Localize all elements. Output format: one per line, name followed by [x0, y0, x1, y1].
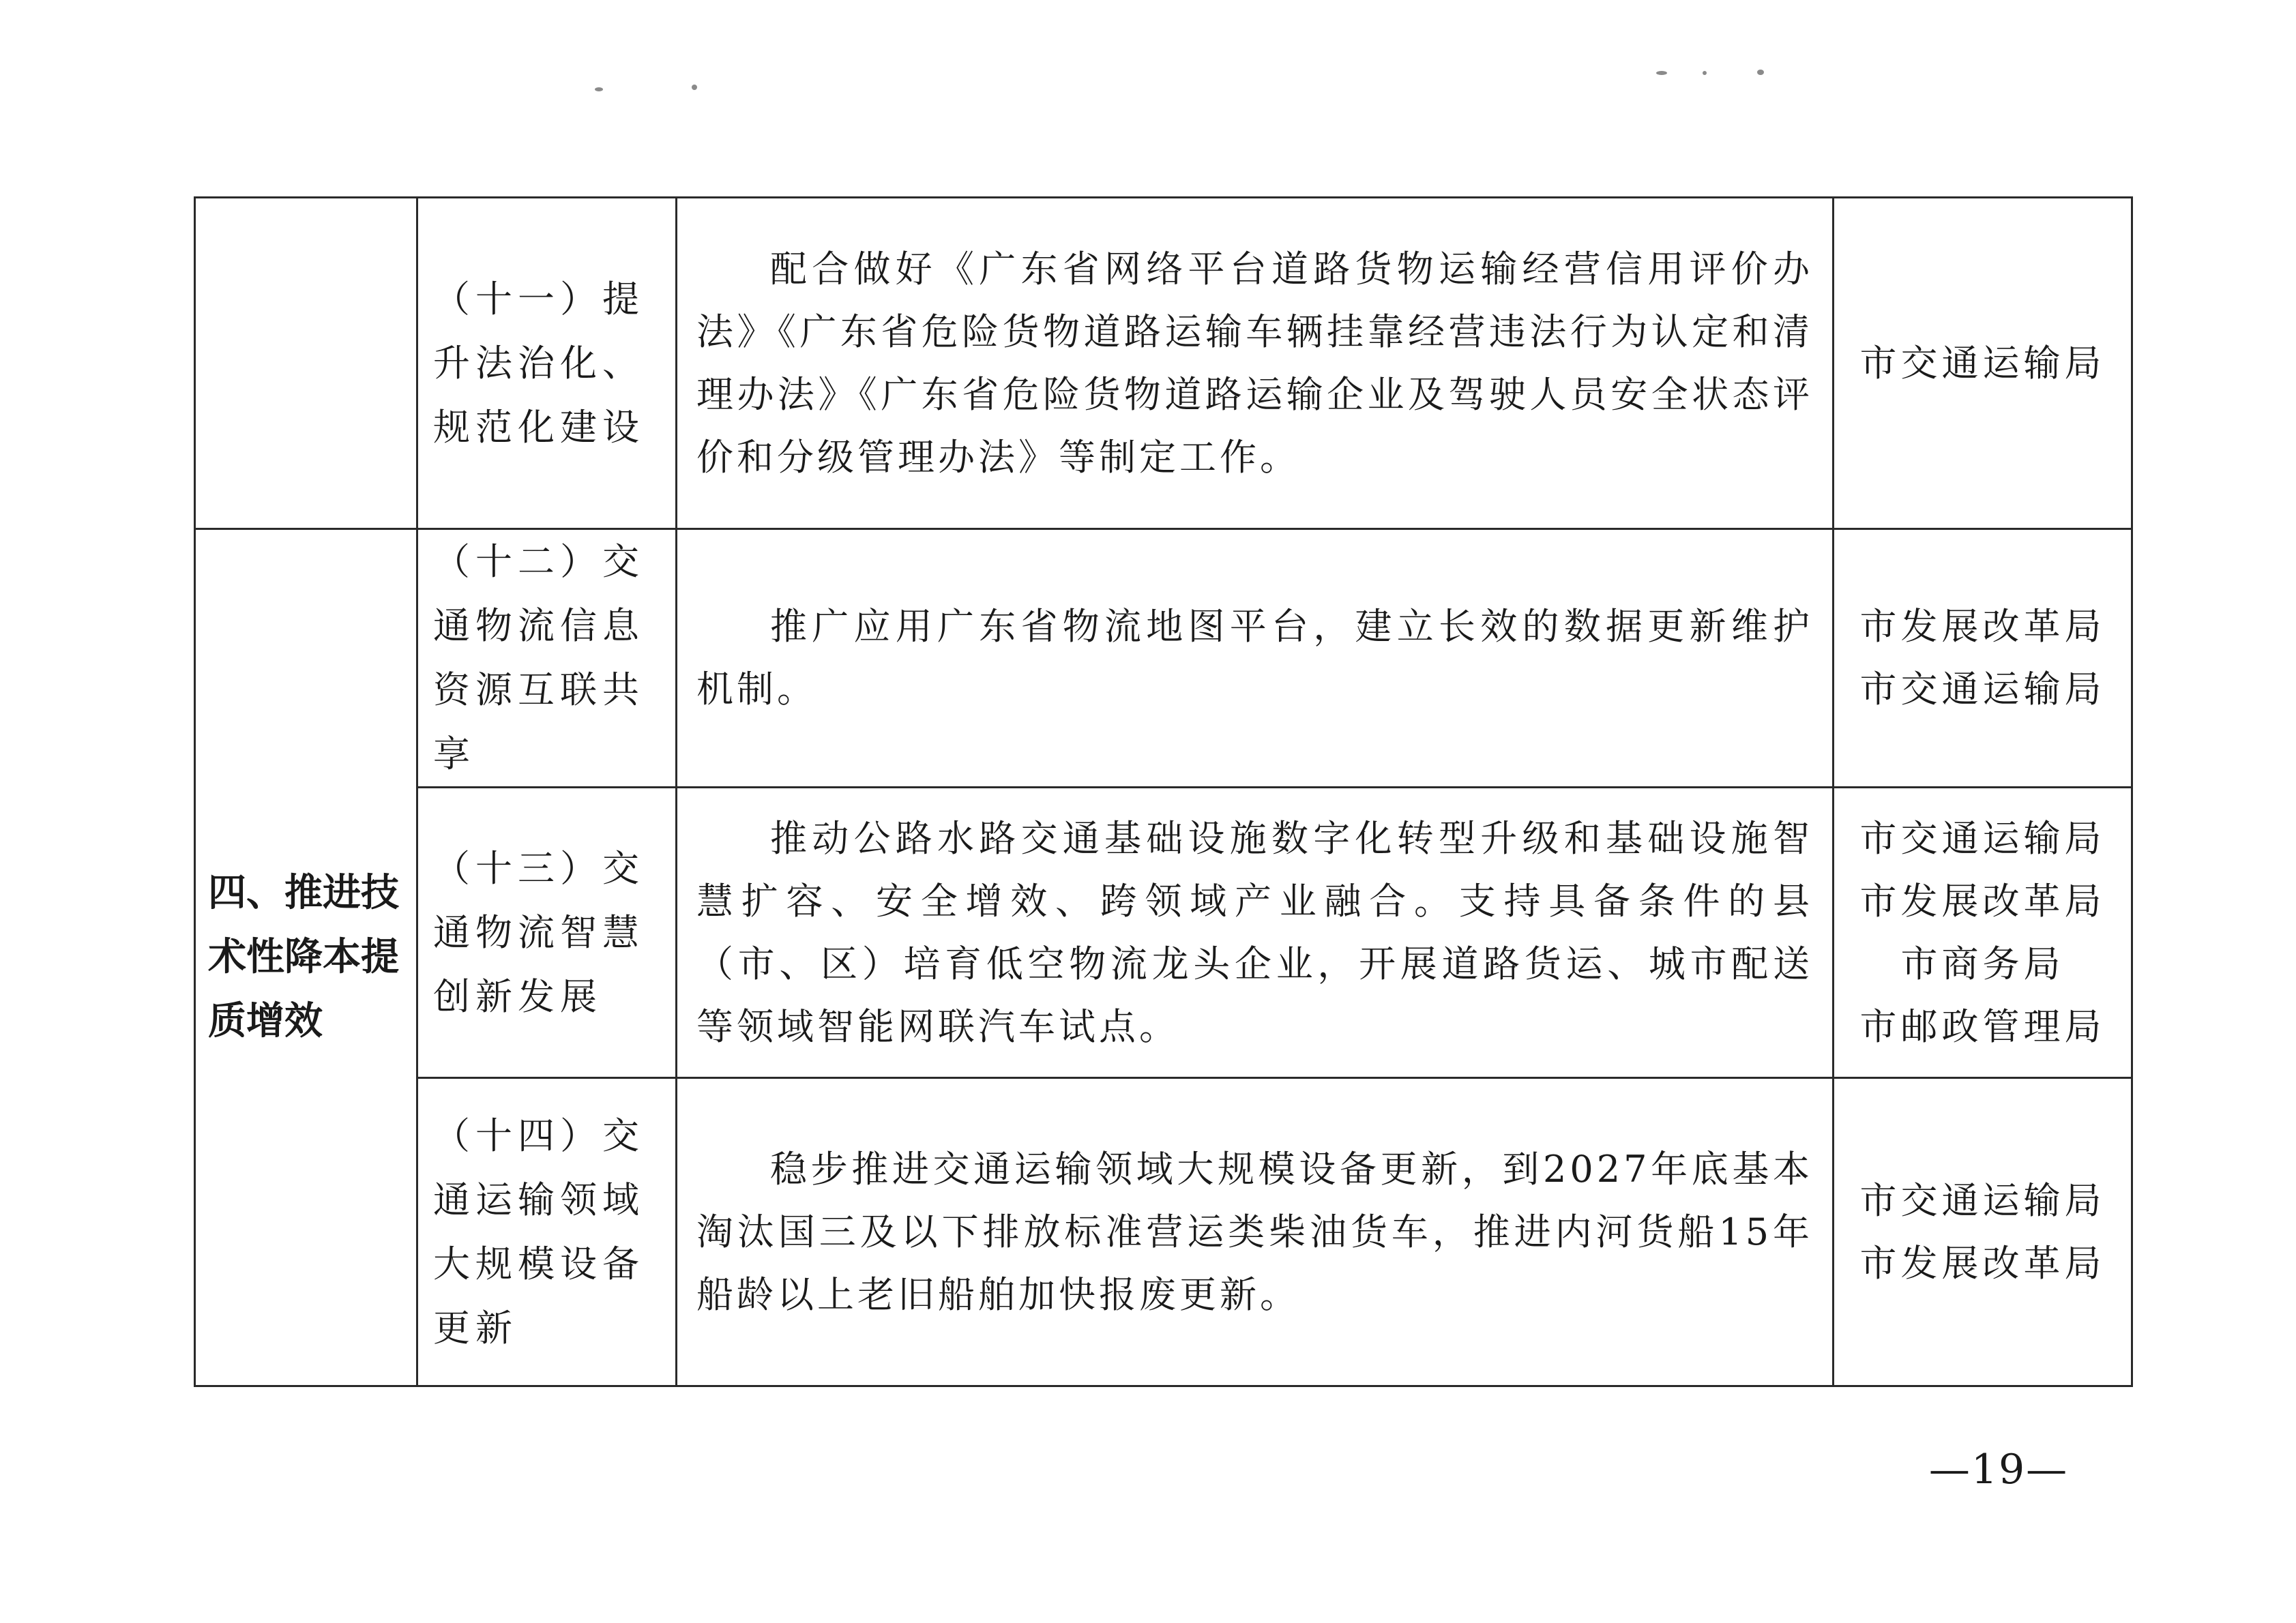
scan-mark — [1703, 71, 1707, 75]
responsible-departments-cell — [1834, 1078, 2132, 1386]
table-row — [195, 198, 2132, 529]
scan-mark — [1656, 71, 1667, 75]
table-row — [195, 1078, 2132, 1386]
task-content-text: 配合做好《广东省网络平台道路货物运输经营信用评价办法》《广东省危险货物道路运输车辆挂靠经营违法行为认定和清理办法》《广东省危险货物道路运输企业及驾驶人员安全状态评价和分级管理办法》等制定工作。 — [696, 247, 1813, 479]
task-table — [194, 196, 2133, 1387]
department-name: 市发展改革局 — [1859, 605, 2106, 648]
page-number: —19— — [1928, 1446, 2069, 1493]
task-item-cell: （十四）交通运输领域大规模设备更新 — [417, 1078, 677, 1386]
task-item-cell: （十二）交通物流信息资源互联共享 — [417, 529, 677, 788]
responsible-departments-cell — [1834, 788, 2132, 1078]
category-cell — [195, 198, 417, 529]
scan-mark — [692, 85, 697, 90]
department-name: 市交通运输局 — [1859, 341, 2106, 385]
task-content-text: 推广应用广东省物流地图平台，建立长效的数据更新维护机制。 — [696, 605, 1813, 711]
task-content-cell — [677, 788, 1834, 1078]
department-name: 市交通运输局 — [1859, 1178, 2106, 1222]
table-row — [195, 529, 2132, 788]
department-name: 市交通运输局 — [1859, 668, 2106, 711]
responsible-departments-cell — [1834, 529, 2132, 788]
scan-mark — [1757, 70, 1764, 75]
department-name: 市发展改革局 — [1859, 879, 2106, 923]
task-content-cell — [677, 198, 1834, 529]
responsible-departments-cell — [1834, 198, 2132, 529]
task-content-cell — [677, 1078, 1834, 1386]
task-content-cell — [677, 529, 1834, 788]
scan-mark — [595, 87, 603, 91]
task-content-text: 推动公路水路交通基础设施数字化转型升级和基础设施智慧扩容、安全增效、跨领域产业融合。支持具备条件的县（市、区）培育低空物流龙头企业，开展道路货运、城市配送等领域智能网联汽车试点。 — [696, 816, 1813, 1048]
department-name: 市邮政管理局 — [1859, 1004, 2106, 1048]
category-cell: 四、推进技术性降本提质增效 — [195, 529, 417, 1386]
task-item-cell: （十一）提升法治化、规范化建设 — [417, 198, 677, 529]
task-item-cell: （十三）交通物流智慧创新发展 — [417, 788, 677, 1078]
task-content-text: 稳步推进交通运输领域大规模设备更新，到2027年底基本淘汰国三及以下排放标准营运类柴油货车，推进内河货船15年船龄以上老旧船舶加快报废更新。 — [696, 1147, 1813, 1316]
table-row — [195, 788, 2132, 1078]
department-name: 市发展改革局 — [1859, 1241, 2106, 1285]
department-name: 市商务局 — [1900, 942, 2065, 985]
department-name: 市交通运输局 — [1859, 816, 2106, 860]
